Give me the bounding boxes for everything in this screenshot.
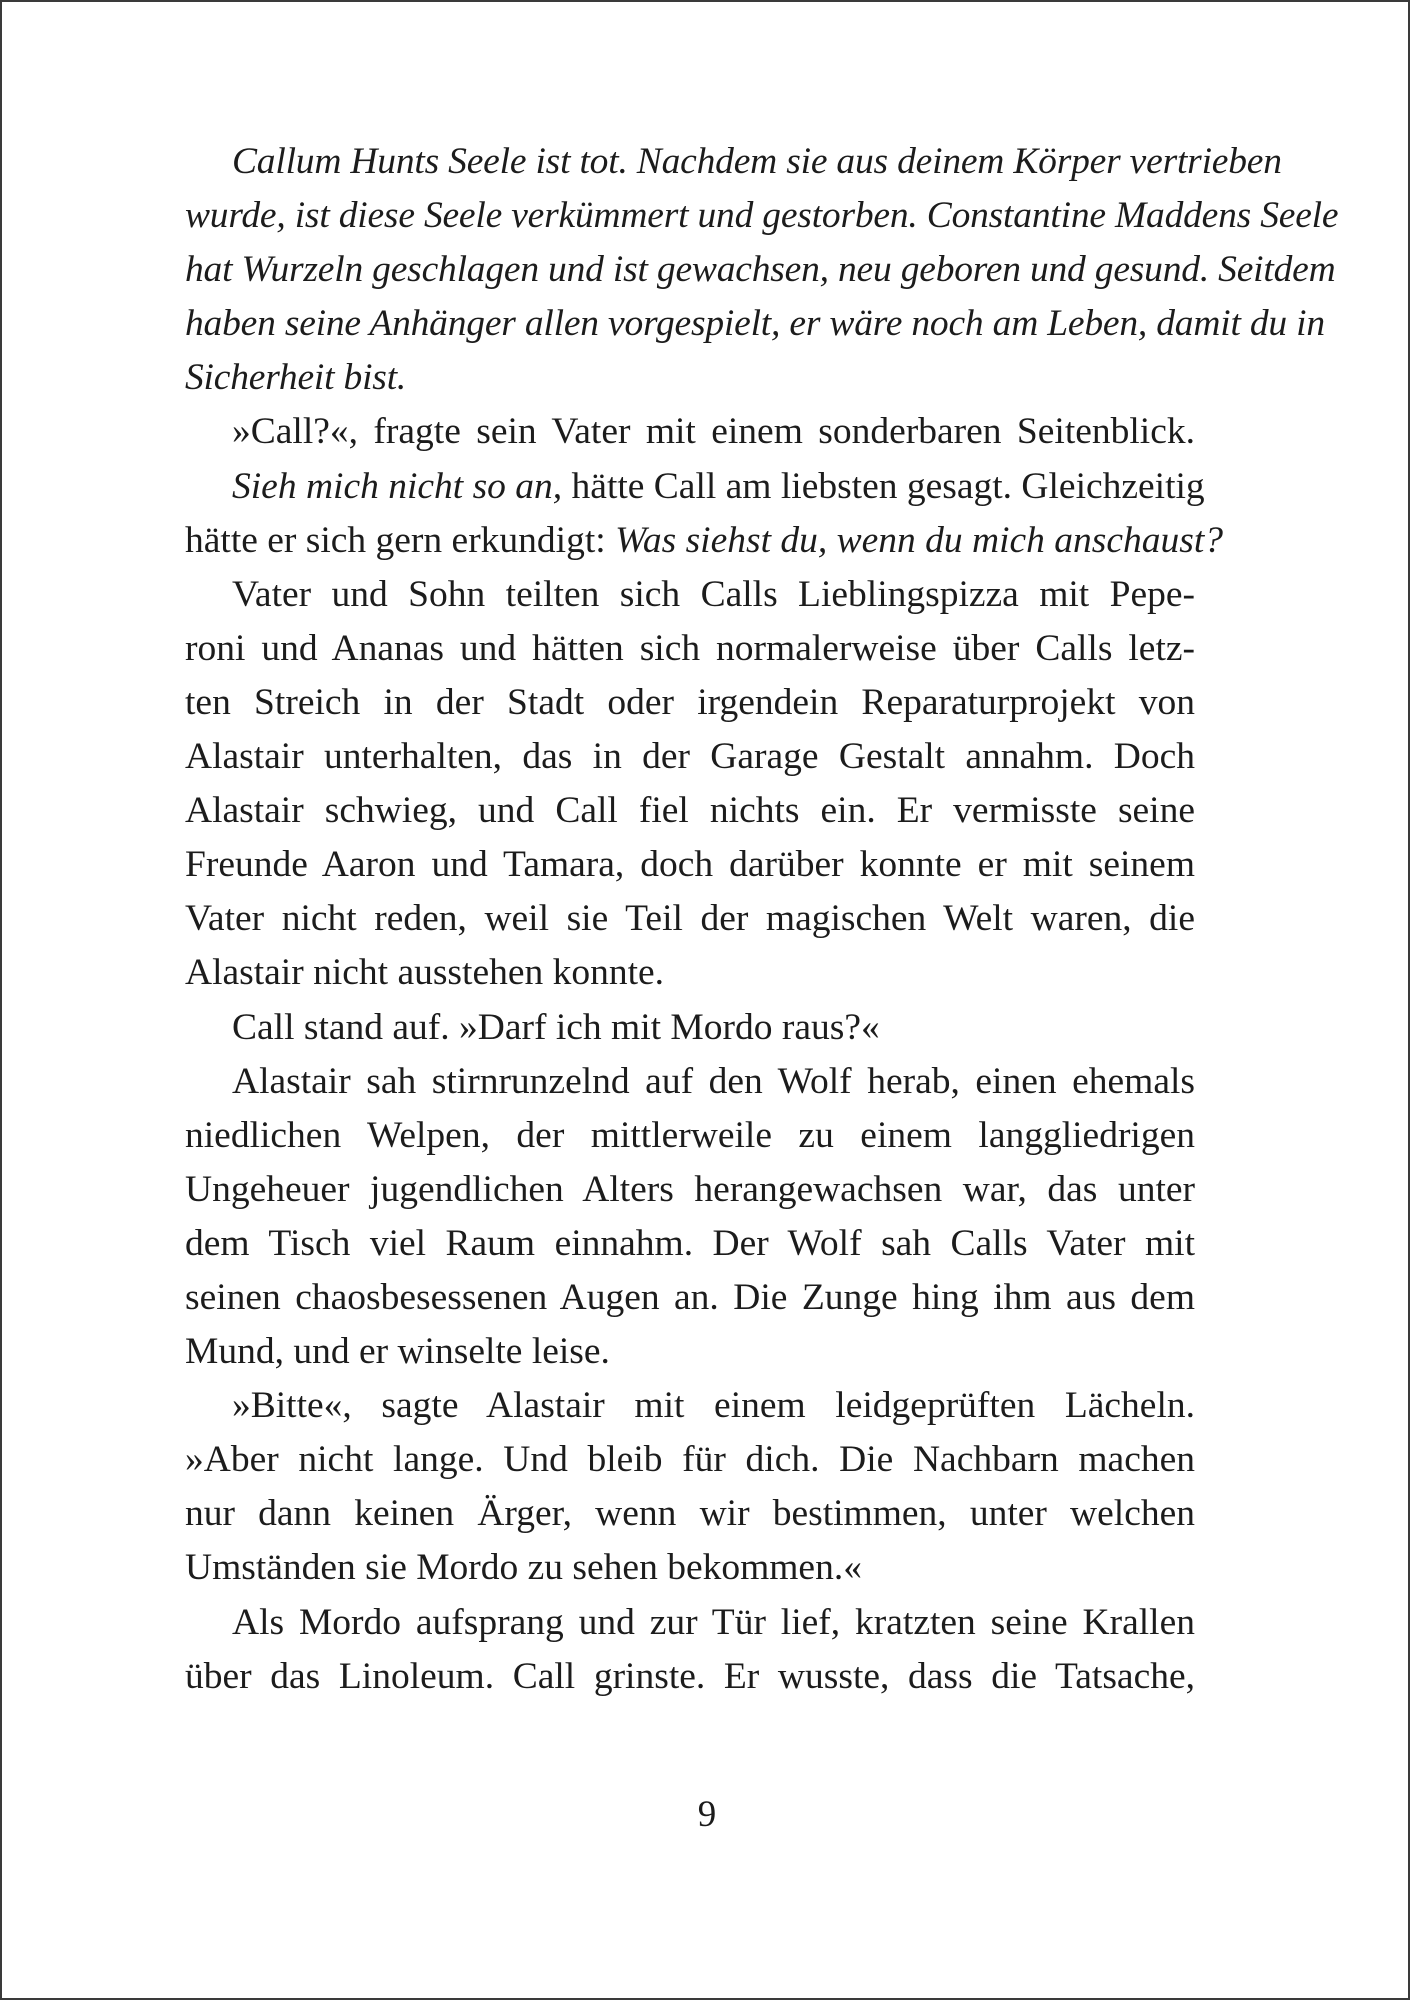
text-line: Freunde Aaron und Tamara, doch darüber konnte er mit seinem [185,844,1195,886]
text-line-italic: hat Wurzeln geschlagen und ist gewachsen, neu geboren und gesund. Seitdem [185,249,1336,291]
text-line: nur dann keinen Ärger, wenn wir bestimmen, unter welchen [185,1493,1195,1535]
text-line-italic: Callum Hunts Seele ist tot. Nachdem sie aus deinem Körper vertrieben [232,141,1282,182]
text-line: Ungeheuer jugendlichen Alters herangewachsen war, das unter [185,1168,1195,1210]
italic-phrase: Was siehst du, wenn du mich anschaust? [615,519,1224,561]
text-line: ten Streich in der Stadt oder irgendein Reparaturprojekt von [185,681,1195,723]
text-line-italic: Sicherheit bist. [185,357,407,399]
text-line: dem Tisch viel Raum einnahm. Der Wolf sah Calls Vater mit [185,1222,1195,1264]
text-line-mixed [185,514,1224,568]
text-line-italic: wurde, ist diese Seele verkümmert und gestorben. Constantine Maddens Seele [185,195,1339,237]
text-line: »Aber nicht lange. Und bleib für dich. Die Nachbarn machen [185,1439,1195,1481]
regular-phrase: hätte er sich gern erkundigt: [185,519,616,561]
text-line: Alastair unterhalten, das in der Garage Gestalt annahm. Doch [185,736,1195,778]
text-line: »Bitte«, sagte Alastair mit einem leidgeprüften Lächeln. [232,1385,1195,1427]
text-line: »Call?«, fragte sein Vater mit einem sonderbaren Seitenblick. [232,411,1195,453]
text-line: Alastair nicht ausstehen konnte. [185,952,665,994]
text-line: Call stand auf. »Darf ich mit Mordo raus?« [232,1006,880,1048]
text-line-italic: haben seine Anhänger allen vorgespielt, er wäre noch am Leben, damit du in [185,303,1325,345]
text-line: Vater nicht reden, weil sie Teil der magischen Welt waren, die [185,898,1195,940]
regular-phrase: hätte Call am liebsten gesagt. Gleichzeitig [562,465,1205,507]
text-line: Alastair schwieg, und Call fiel nichts ein. Er vermisste seine [185,790,1195,832]
text-line: Mund, und er winselte leise. [185,1331,610,1373]
text-line: über das Linoleum. Call grinste. Er wusste, dass die Tatsache, [185,1655,1195,1697]
text-line: Als Mordo aufsprang und zur Tür lief, kratzten seine Krallen [232,1601,1195,1643]
italic-phrase: Sieh mich nicht so an, [232,465,563,507]
text-line: Alastair sah stirnrunzelnd auf den Wolf herab, einen ehemals [232,1060,1195,1102]
page-number: 9 [697,1794,717,1835]
text-line: Vater und Sohn teilten sich Calls Lieblingspizza mit Pepe- [232,573,1195,615]
body-text [185,135,1339,1704]
text-line: roni und Ananas und hätten sich normalerweise über Calls letz- [185,627,1195,669]
text-line-mixed [185,460,1205,514]
text-line: Umständen sie Mordo zu sehen bekommen.« [185,1547,862,1589]
text-line: seinen chaosbesessenen Augen an. Die Zunge hing ihm aus dem [185,1276,1195,1318]
text-line: niedlichen Welpen, der mittlerweile zu einem langgliedrigen [185,1114,1195,1156]
